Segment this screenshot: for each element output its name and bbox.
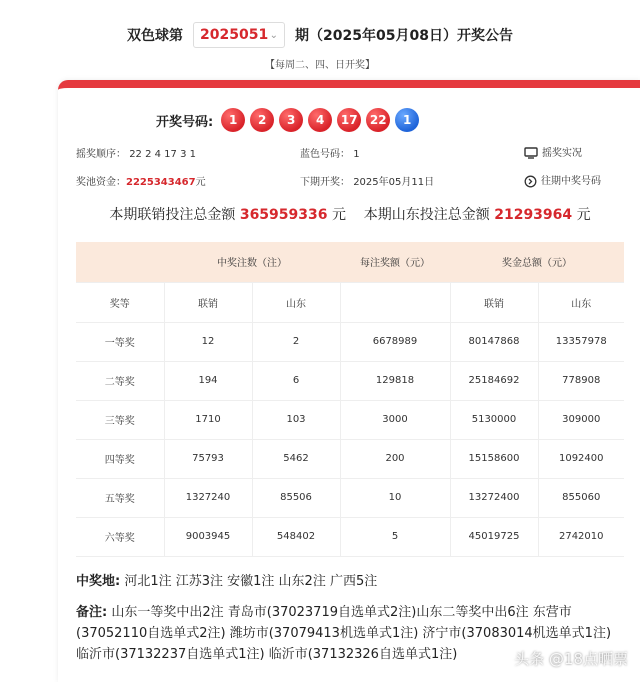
national-total: 5130000 [450, 400, 538, 439]
winning-numbers-label: 开奖号码: [156, 114, 214, 130]
national-sales-unit: 元 [331, 207, 346, 223]
winning-regions-text: 河北1注 江苏3注 安徽1注 山东2注 广西5注 [124, 574, 378, 589]
shandong-count: 85506 [252, 478, 340, 517]
watermark: 头条 @18点晒票 [514, 650, 628, 668]
prize-level: 二等奖 [76, 361, 164, 400]
live-draw-link[interactable] [524, 144, 582, 159]
empty-header [76, 242, 164, 282]
table-row [76, 400, 624, 439]
table-sub-header [76, 282, 624, 322]
per-prize: 6678989 [340, 322, 450, 361]
shandong-count: 103 [252, 400, 340, 439]
blue-number-value: 1 [353, 149, 360, 160]
red-ball: 4 [308, 108, 332, 132]
chevron-down-icon: ⌄ [269, 29, 279, 41]
per-prize-subheader [340, 282, 450, 322]
national-count: 75793 [164, 439, 252, 478]
per-prize: 129818 [340, 361, 450, 400]
shandong-sales-unit: 元 [576, 207, 591, 223]
national-total: 15158600 [450, 439, 538, 478]
shandong-total: 855060 [538, 478, 624, 517]
blue-number-label: 蓝色号码： [300, 149, 350, 160]
red-ball: 17 [337, 108, 361, 132]
issue-value: 2025051 [200, 27, 269, 43]
shandong-total: 2742010 [538, 517, 624, 556]
shandong-total: 1092400 [538, 439, 624, 478]
national-count: 1327240 [164, 478, 252, 517]
table-row [76, 322, 624, 361]
title-row [0, 22, 640, 48]
winners-count-header: 中奖注数（注） [164, 242, 340, 282]
national-total: 13272400 [450, 478, 538, 517]
national-total: 25184692 [450, 361, 538, 400]
history-link[interactable] [524, 172, 601, 188]
draw-order-label: 摇奖顺序： [76, 149, 126, 160]
red-ball: 3 [279, 108, 303, 132]
history-link-label: 往期中奖号码 [541, 176, 601, 187]
jackpot-label: 奖池资金： [76, 177, 126, 188]
draw-schedule: 【每周二、四、日开奖】 [265, 60, 375, 71]
level-header: 奖等 [76, 282, 164, 322]
next-draw-label: 下期开奖： [300, 177, 350, 188]
winning-regions [76, 570, 377, 589]
national-count: 12 [164, 322, 252, 361]
blue-ball: 1 [395, 108, 419, 132]
prize-table [76, 242, 624, 557]
draw-order [76, 145, 196, 160]
national-count: 1710 [164, 400, 252, 439]
shandong-count: 6 [252, 361, 340, 400]
national-count-header: 联销 [164, 282, 252, 322]
prize-level: 四等奖 [76, 439, 164, 478]
monitor-icon [524, 147, 538, 159]
red-ball: 1 [221, 108, 245, 132]
national-total-header: 联销 [450, 282, 538, 322]
remarks-text: 山东一等奖中出2注 青岛市(37023719自选单式2注)山东二等奖中出6注 东营市(37052110自选单式2注) 潍坊市(37079413机选单式1注) 济宁市(37083014机选单式1注) 临沂市(37132237自选单式1注) 临沂市(37132326自选单式1注) [76, 605, 612, 662]
next-draw [300, 173, 434, 188]
sales-totals [76, 204, 624, 224]
per-prize: 5 [340, 517, 450, 556]
shandong-sales-label: 本期山东投注总金额 [363, 207, 490, 223]
table-group-header [76, 242, 624, 282]
shandong-total: 13357978 [538, 322, 624, 361]
winning-numbers [156, 108, 424, 132]
jackpot [76, 173, 206, 188]
blue-number [300, 145, 360, 160]
national-total: 45019725 [450, 517, 538, 556]
prize-level: 五等奖 [76, 478, 164, 517]
prize-level: 三等奖 [76, 400, 164, 439]
title-prefix: 双色球第 [127, 28, 184, 44]
red-ball: 22 [366, 108, 390, 132]
shandong-total: 309000 [538, 400, 624, 439]
jackpot-unit: 元 [195, 177, 206, 188]
shandong-count: 548402 [252, 517, 340, 556]
table-row [76, 361, 624, 400]
shandong-sales-value: 21293964 [494, 207, 573, 223]
national-count: 9003945 [164, 517, 252, 556]
per-prize: 10 [340, 478, 450, 517]
prize-level: 一等奖 [76, 322, 164, 361]
shandong-count-header: 山东 [252, 282, 340, 322]
live-draw-label: 摇奖实况 [542, 148, 582, 159]
table-row [76, 439, 624, 478]
winning-regions-label: 中奖地: [76, 574, 121, 589]
next-draw-value: 2025年05月11日 [353, 177, 435, 188]
table-row [76, 517, 624, 556]
shandong-count: 2 [252, 322, 340, 361]
per-prize: 3000 [340, 400, 450, 439]
announcement-header [0, 22, 640, 71]
prize-level: 六等奖 [76, 517, 164, 556]
red-ball: 2 [250, 108, 274, 132]
shandong-total: 778908 [538, 361, 624, 400]
national-total: 80147868 [450, 322, 538, 361]
remarks-label: 备注: [76, 605, 108, 620]
national-sales-value: 365959336 [239, 207, 328, 223]
title-suffix: 期（2025年05月08日）开奖公告 [295, 28, 513, 44]
shandong-count: 5462 [252, 439, 340, 478]
per-prize: 200 [340, 439, 450, 478]
per-prize-header: 每注奖额（元） [340, 242, 450, 282]
total-prize-header: 奖金总额（元） [450, 242, 624, 282]
shandong-total-header: 山东 [538, 282, 624, 322]
national-sales-label: 本期联销投注总金额 [109, 207, 236, 223]
draw-order-value: 22 2 4 17 3 1 [129, 149, 196, 160]
jackpot-value: 2225343467 [126, 177, 196, 188]
clock-arrow-icon [524, 175, 537, 188]
national-count: 194 [164, 361, 252, 400]
issue-select[interactable] [193, 22, 285, 48]
table-row [76, 478, 624, 517]
